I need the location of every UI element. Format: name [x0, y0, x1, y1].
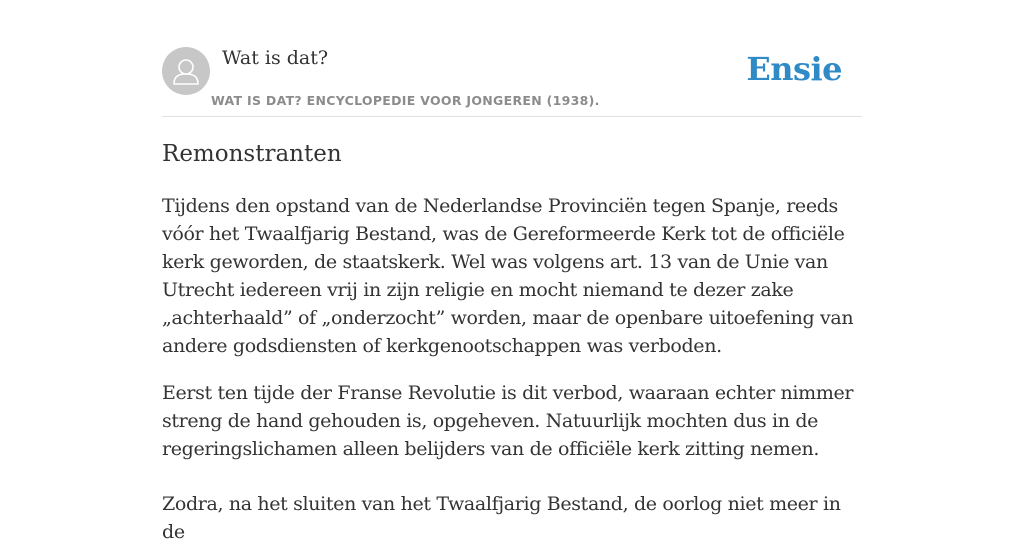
source-avatar[interactable]: [162, 47, 210, 95]
article-paragraph: Eerst ten tijde der Franse Revolutie is dit verbod, waaraan echter nimmer streng de hand gehouden is, opgeheven. Natuurlijk mochten dus in de regeringslichamen alleen belijders van de officiële kerk zitting nemen.: [162, 382, 854, 460]
user-icon: [162, 47, 210, 95]
source-header: [162, 46, 862, 117]
article-paragraph: Tijdens den opstand van de Nederlandse Provinciën tegen Spanje, reeds vóór het Twaalfjarig Bestand, was de Gereformeerde Kerk tot de officiële kerk geworden, de staatskerk. Wel was volgens art. 13 van de Unie van Utrecht iedereen vrij in zijn religie en mocht niemand te dezer zake „achterhaald” of „onderzocht” worden, maar de openbare uitoefening van andere godsdiensten of kerkgenootschappen was verboden.: [162, 195, 854, 357]
ensie-logo[interactable]: Ensie: [746, 50, 842, 88]
source-subtitle-link[interactable]: WAT IS DAT? ENCYCLOPEDIE VOOR JONGEREN (1938).: [211, 93, 600, 108]
article-title: Remonstranten: [162, 141, 342, 167]
article-paragraph: Zodra, na het sluiten van het Twaalfjarig Bestand, de oorlog niet meer in de: [162, 493, 841, 543]
article: [162, 136, 862, 546]
source-title-link[interactable]: Wat is dat?: [222, 47, 329, 69]
